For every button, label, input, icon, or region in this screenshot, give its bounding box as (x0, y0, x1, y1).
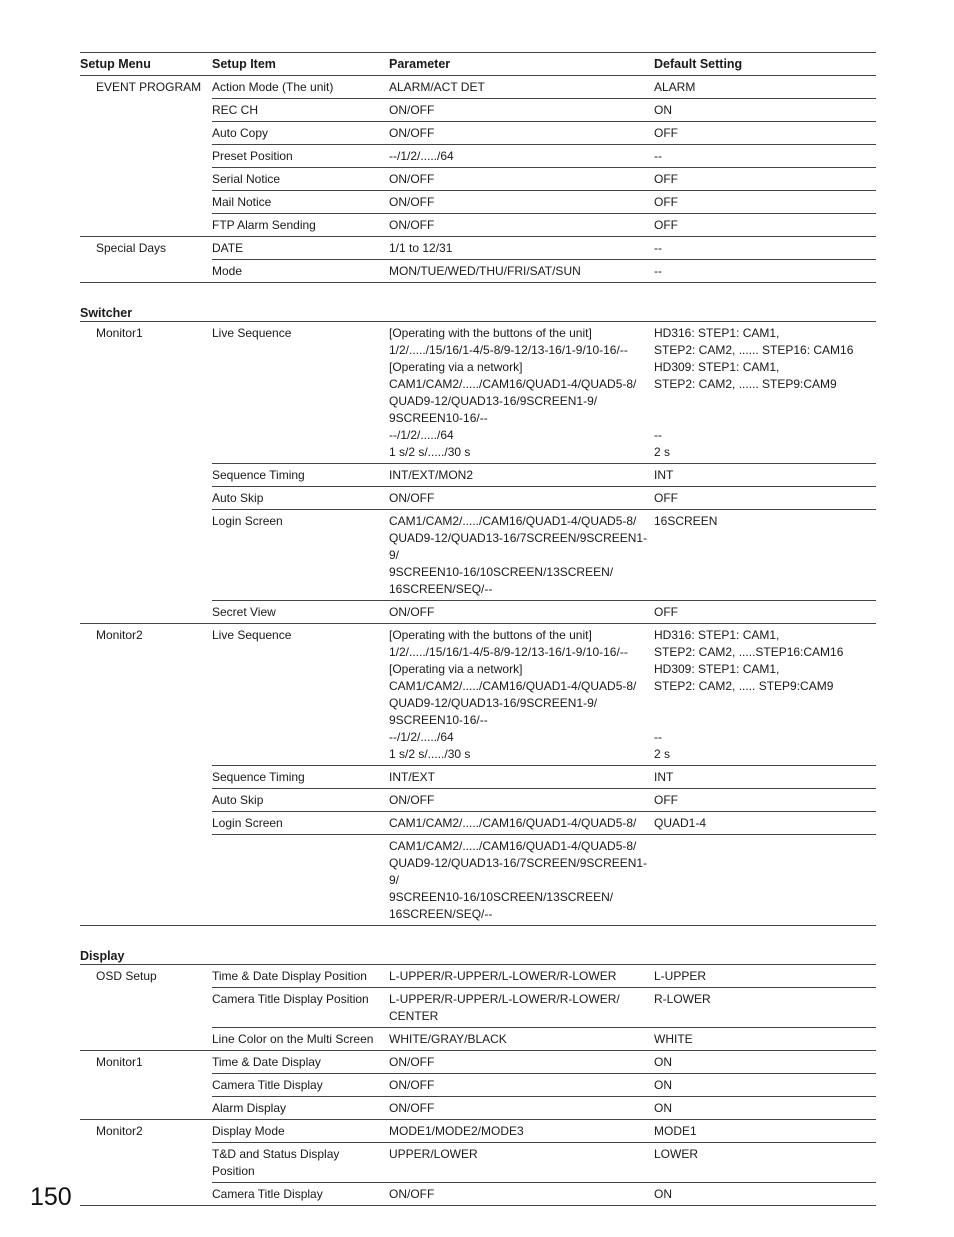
parameter: ON/OFF (389, 195, 435, 209)
default-setting: ON (654, 1055, 672, 1069)
default-setting: QUAD1-4 (654, 816, 707, 830)
setup-item: REC CH (212, 103, 259, 117)
default-setting: -- (654, 149, 662, 163)
setup-menu-name: Monitor2 (96, 1124, 143, 1138)
table-row (212, 144, 876, 167)
parameter: ON/OFF (389, 1055, 435, 1069)
table-row (212, 1027, 876, 1050)
col-setup-menu: Setup Menu (80, 57, 151, 71)
table-row (212, 624, 876, 765)
default-setting: LOWER (654, 1147, 699, 1161)
default-setting: HD316: STEP1: CAM1, STEP2: CAM2, ...... STEP16: CAM16 HD309: STEP1: CAM1, STEP2: CAM2, ...... STEP9:CAM9 -- 2 s (654, 326, 854, 459)
table-row (212, 76, 876, 98)
default-setting: L-UPPER (654, 969, 707, 983)
parameter: INT/EXT/MON2 (389, 468, 474, 482)
parameter: ON/OFF (389, 172, 435, 186)
table-row (212, 167, 876, 190)
parameter: INT/EXT (389, 770, 436, 784)
setup-item: Live Sequence (212, 628, 292, 642)
col-default-setting: Default Setting (654, 57, 743, 71)
table-row (212, 788, 876, 811)
table-row (212, 1182, 876, 1205)
table-row (212, 463, 876, 486)
setup-item: Login Screen (212, 816, 283, 830)
default-setting: ON (654, 1078, 672, 1092)
setup-item (212, 838, 389, 923)
setting-group (80, 964, 876, 1051)
table-row (212, 1142, 876, 1182)
group-rows (212, 965, 876, 1050)
parameter: L-UPPER/R-UPPER/L-LOWER/R-LOWER/ CENTER (389, 992, 620, 1023)
group-rows (212, 1051, 876, 1119)
setup-item: Sequence Timing (212, 468, 305, 482)
table-row (212, 121, 876, 144)
table-row (212, 600, 876, 623)
parameter: MODE1/MODE2/MODE3 (389, 1124, 524, 1138)
setup-item: Preset Position (212, 149, 293, 163)
table-row (212, 1120, 876, 1142)
default-setting: OFF (654, 172, 678, 186)
setup-menu-name: EVENT PROGRAM (96, 80, 202, 94)
setting-group (80, 1051, 876, 1120)
table-row (212, 987, 876, 1027)
setup-item: Time & Date Display (212, 1055, 321, 1069)
default-setting: INT (654, 770, 674, 784)
default-setting: -- (654, 264, 662, 278)
setup-item: Auto Copy (212, 126, 269, 140)
parameter: ON/OFF (389, 218, 435, 232)
table-row (212, 965, 876, 987)
setup-item: Camera Title Display (212, 1187, 323, 1201)
setup-item: Secret View (212, 605, 276, 619)
setup-menu-name: Special Days (96, 241, 167, 255)
col-parameter: Parameter (389, 57, 451, 71)
group-rows (212, 1120, 876, 1205)
setup-item: FTP Alarm Sending (212, 218, 316, 232)
default-setting: ON (654, 103, 672, 117)
parameter: CAM1/CAM2/...../CAM16/QUAD1-4/QUAD5-8/ (389, 816, 637, 830)
table-row (212, 98, 876, 121)
table-row (212, 322, 876, 463)
default-setting: 16SCREEN (654, 514, 718, 528)
default-setting: OFF (654, 126, 678, 140)
setting-group (80, 321, 876, 624)
group-rows (212, 322, 876, 623)
group-rows (212, 624, 876, 925)
col-setup-item: Setup Item (212, 57, 276, 71)
section-title: Display (80, 949, 125, 963)
setup-item: Mail Notice (212, 195, 272, 209)
setup-item: Line Color on the Multi Screen (212, 1032, 374, 1046)
section-title: Switcher (80, 306, 133, 320)
default-setting: ON (654, 1187, 672, 1201)
default-setting: MODE1 (654, 1124, 697, 1138)
table-row (212, 259, 876, 282)
parameter: CAM1/CAM2/...../CAM16/QUAD1-4/QUAD5-8/ QUAD9-12/QUAD13-16/7SCREEN/9SCREEN1-9/ 9SCREEN10-16/10SCREEN/13SCREEN/ 16SCREEN/SEQ/-- (389, 839, 648, 921)
setup-item: Login Screen (212, 514, 283, 528)
table-header (80, 52, 876, 76)
setup-item: Camera Title Display (212, 1078, 323, 1092)
parameter: ON/OFF (389, 1078, 435, 1092)
parameter: ON/OFF (389, 1187, 435, 1201)
table-row (212, 486, 876, 509)
table-row (212, 834, 876, 925)
default-setting: ON (654, 1101, 672, 1115)
default-setting: -- (654, 241, 662, 255)
parameter: ALARM/ACT DET (389, 80, 485, 94)
parameter: L-UPPER/R-UPPER/L-LOWER/R-LOWER (389, 969, 617, 983)
setup-menu-name: Monitor1 (96, 1055, 143, 1069)
parameter: CAM1/CAM2/...../CAM16/QUAD1-4/QUAD5-8/ QUAD9-12/QUAD13-16/7SCREEN/9SCREEN1-9/ 9SCREEN10-16/10SCREEN/13SCREEN/ 16SCREEN/SEQ/-- (389, 514, 648, 596)
setup-item: Live Sequence (212, 326, 292, 340)
parameter: ON/OFF (389, 491, 435, 505)
default-setting (654, 838, 876, 923)
setup-item: Time & Date Display Position (212, 969, 367, 983)
parameter: UPPER/LOWER (389, 1147, 478, 1161)
page-number: 150 (30, 1183, 72, 1211)
setting-group (80, 76, 876, 237)
table-row (212, 811, 876, 834)
default-setting: WHITE (654, 1032, 693, 1046)
default-setting: OFF (654, 793, 678, 807)
default-setting: OFF (654, 491, 678, 505)
setup-item: Action Mode (The unit) (212, 80, 334, 94)
table-row (212, 1096, 876, 1119)
default-setting: ALARM (654, 80, 696, 94)
default-setting: R-LOWER (654, 992, 711, 1006)
default-setting: HD316: STEP1: CAM1, STEP2: CAM2, .....STEP16:CAM16 HD309: STEP1: CAM1, STEP2: CAM2, ..... STEP9:CAM9 -- 2 s (654, 628, 844, 761)
setup-item: Camera Title Display Position (212, 992, 369, 1006)
group-rows (212, 237, 876, 282)
setup-item: Auto Skip (212, 491, 264, 505)
setup-menu-name: OSD Setup (96, 969, 157, 983)
table-body (80, 76, 876, 1206)
setting-group (80, 237, 876, 283)
parameter: 1/1 to 12/31 (389, 241, 453, 255)
parameter: ON/OFF (389, 605, 435, 619)
parameter: --/1/2/...../64 (389, 149, 454, 163)
parameter: [Operating with the buttons of the unit] 1/2/...../15/16/1-4/5-8/9-12/13-16/1-9/10-16/-- [Operating via a network] CAM1/CAM2/...../CAM16/QUAD1-4/QUAD5-8/ QUAD9-12/QUAD13-16/9SCREEN1-9/ 9SCREEN10-16/-- --/1/2/...../64 1 s/2 s/...../30 s (389, 326, 637, 459)
table-row (212, 190, 876, 213)
table-row (212, 237, 876, 259)
parameter: WHITE/GRAY/BLACK (389, 1032, 507, 1046)
default-setting: INT (654, 468, 674, 482)
settings-table (80, 52, 876, 1206)
default-setting: OFF (654, 605, 678, 619)
table-row (212, 509, 876, 600)
group-rows (212, 76, 876, 236)
parameter: MON/TUE/WED/THU/FRI/SAT/SUN (389, 264, 581, 278)
setup-item: T&D and Status Display Position (212, 1147, 340, 1178)
table-row (212, 1051, 876, 1073)
setup-item: Sequence Timing (212, 770, 305, 784)
default-setting: OFF (654, 195, 678, 209)
setting-group (80, 1120, 876, 1206)
setup-item: Display Mode (212, 1124, 285, 1138)
parameter: ON/OFF (389, 793, 435, 807)
parameter: ON/OFF (389, 126, 435, 140)
parameter: [Operating with the buttons of the unit] 1/2/...../15/16/1-4/5-8/9-12/13-16/1-9/10-16/-- [Operating via a network] CAM1/CAM2/...../CAM16/QUAD1-4/QUAD5-8/ QUAD9-12/QUAD13-16/9SCREEN1-9/ 9SCREEN10-16/-- --/1/2/...../64 1 s/2 s/...../30 s (389, 628, 637, 761)
setup-menu-name: Monitor1 (96, 326, 143, 340)
parameter: ON/OFF (389, 1101, 435, 1115)
setup-item: Serial Notice (212, 172, 281, 186)
table-row (212, 213, 876, 236)
setup-item: Mode (212, 264, 243, 278)
default-setting: OFF (654, 218, 678, 232)
table-row (212, 765, 876, 788)
setup-menu-name: Monitor2 (96, 628, 143, 642)
parameter: ON/OFF (389, 103, 435, 117)
setup-item: Alarm Display (212, 1101, 287, 1115)
setup-item: Auto Skip (212, 793, 264, 807)
setup-item: DATE (212, 241, 244, 255)
table-row (212, 1073, 876, 1096)
setting-group (80, 624, 876, 926)
